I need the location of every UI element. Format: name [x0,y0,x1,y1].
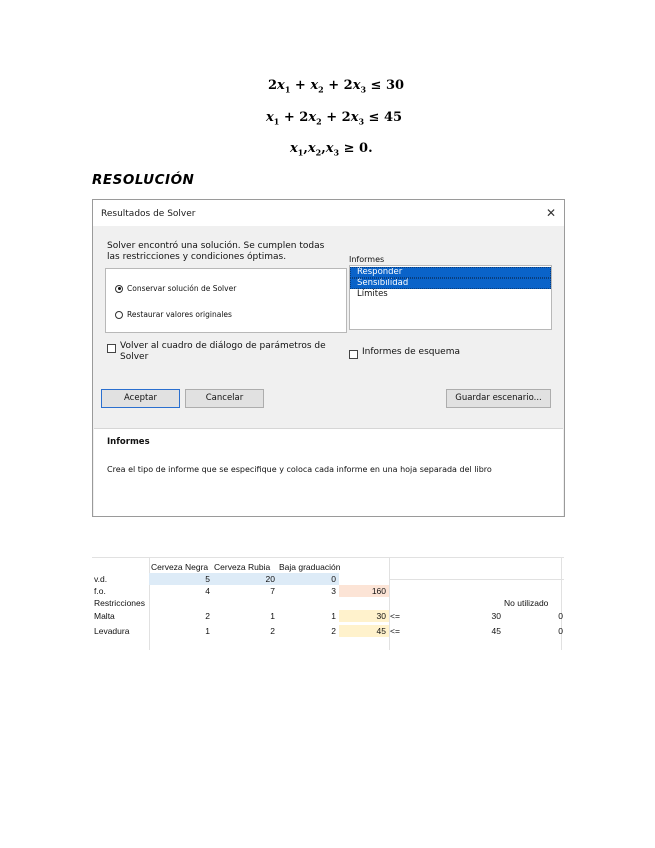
save-scenario-button[interactable]: Guardar escenario... [446,389,551,408]
constraint-coefficient[interactable]: 1 [270,611,275,621]
report-item-limits[interactable]: Límites [357,289,388,299]
dialog-titlebar [93,200,564,226]
constraint-slack[interactable]: 0 [558,626,563,636]
vd-value[interactable]: 0 [278,573,339,585]
fo-coefficient[interactable]: 4 [205,586,210,596]
keep-solution-label: Conservar solución de Solver [127,284,237,293]
constraint-rhs[interactable]: 45 [491,626,501,636]
constraint-coefficient[interactable]: 2 [270,626,275,636]
unused-header: No utilizado [504,598,549,608]
constraint-coefficient[interactable]: 2 [331,626,336,636]
solver-results-dialog [92,199,565,517]
row-label-malta: Malta [94,611,115,621]
report-item-sensitivity[interactable]: Sensibilidad [350,278,551,289]
info-text: Crea el tipo de informe que se especifique y coloca cada informe en una hoja separada del libro [107,465,492,474]
constraint-equation-2: $x_1 + 2x_2 + 2x_3 \le 45$ [266,110,403,127]
constraint-operator: <= [390,611,400,621]
info-title: Informes [107,437,150,447]
cancel-button[interactable]: Cancelar [185,389,264,408]
row-label-restricciones: Restricciones [94,598,146,608]
radio-unselected-icon[interactable] [115,311,123,319]
return-to-parameters-label: Volver al cuadro de diálogo de parámetros de Solver [120,341,326,362]
accept-button[interactable]: Aceptar [101,389,180,408]
vd-value[interactable]: 5 [149,573,213,585]
fo-result[interactable]: 160 [339,585,389,597]
header-baja-graduacion: Baja graduación [279,562,341,572]
header-cerveza-negra: Cerveza Negra [151,562,209,572]
restore-values-option[interactable] [115,310,232,319]
constraint-slack[interactable]: 0 [558,611,563,621]
constraint-coefficient[interactable]: 2 [205,611,210,621]
row-label-fo: f.o. [94,586,106,596]
radio-selected-icon[interactable] [115,285,123,293]
constraint-lhs[interactable]: 45 [339,625,389,637]
dialog-title: Resultados de Solver [101,209,196,219]
outline-reports-label: Informes de esquema [362,347,461,357]
keep-solution-option[interactable] [115,284,236,293]
section-heading: RESOLUCIÓN [92,172,195,188]
report-item-answer[interactable]: Responder [350,267,551,278]
solver-message: Solver encontró una solución. Se cumplen todas las restricciones y condiciones óptimas. [107,241,325,262]
checkbox-icon[interactable] [349,350,358,359]
nonnegativity-equation: $x_1,x_2,x_3 \ge 0$. [290,141,373,158]
reports-listbox[interactable] [349,265,552,330]
solver-spreadsheet [92,557,564,650]
header-cerveza-rubia: Cerveza Rubia [214,562,271,572]
checkbox-icon[interactable] [107,344,116,353]
close-icon[interactable]: ✕ [545,206,556,220]
restore-values-label: Restaurar valores originales [127,310,232,319]
reports-label: Informes [349,255,385,264]
constraint-coefficient[interactable]: 1 [205,626,210,636]
constraint-operator: <= [390,626,400,636]
return-to-parameters-option[interactable] [107,341,337,363]
row-label-vd: v.d. [94,574,108,584]
row-label-levadura: Levadura [94,626,130,636]
constraint-equation-1: $2x_1 + x_2 + 2x_3 \le 30$ [268,78,405,95]
solution-options [105,268,347,333]
vd-value[interactable]: 20 [213,573,278,585]
constraint-rhs[interactable]: 30 [491,611,501,621]
constraint-lhs[interactable]: 30 [339,610,389,622]
fo-coefficient[interactable]: 3 [331,586,336,596]
outline-reports-option[interactable] [349,347,460,359]
fo-coefficient[interactable]: 7 [270,586,275,596]
constraint-coefficient[interactable]: 1 [331,611,336,621]
info-panel [94,428,563,516]
